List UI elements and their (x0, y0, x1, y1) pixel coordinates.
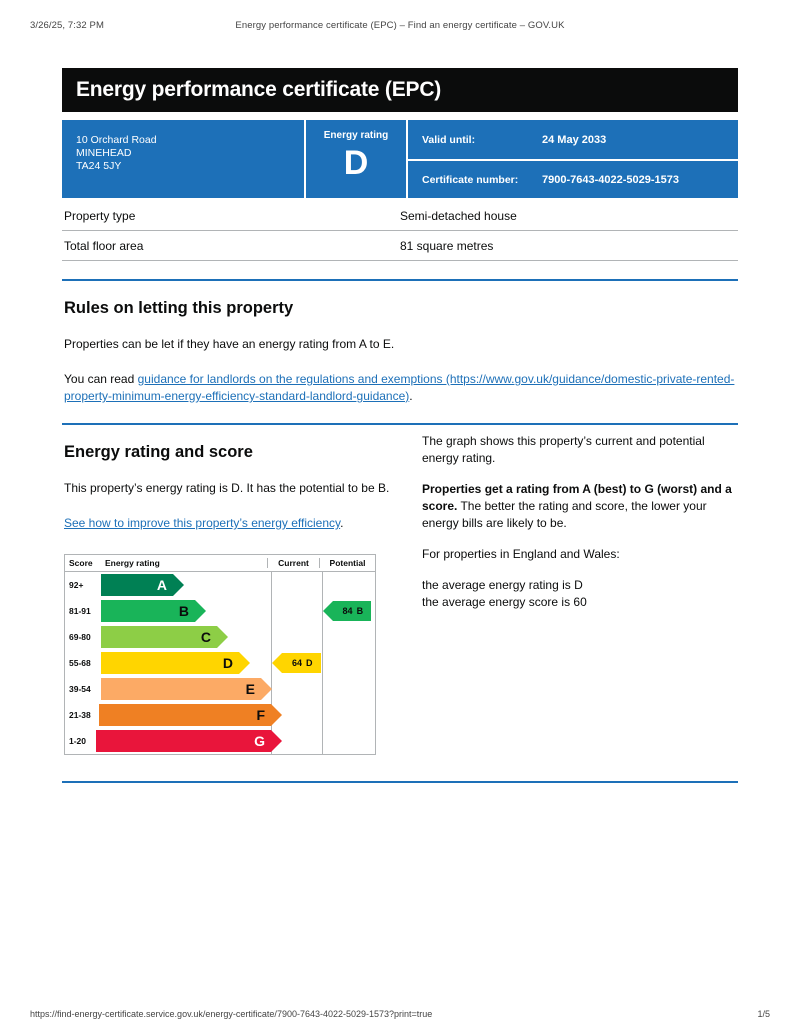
graph-col-energy-rating: Energy rating (105, 558, 160, 568)
band-letter: E (245, 681, 255, 697)
property-address (62, 120, 304, 198)
energy-rating-label: Energy rating (323, 130, 389, 141)
band-score-range: 1-20 (69, 736, 87, 746)
graph-band-row (65, 728, 271, 754)
band-letter: F (256, 707, 265, 723)
band-bar (96, 730, 271, 752)
graph-header-row (65, 555, 375, 572)
certificate-number-label: Certificate number: (422, 173, 519, 186)
guidance-suffix: . (409, 389, 413, 403)
improve-efficiency-link[interactable]: See how to improve this property’s energy efficiency (64, 516, 341, 530)
graph-band-row (65, 624, 271, 650)
band-letter: A (156, 577, 167, 593)
letting-heading: Rules on letting this property (64, 299, 294, 317)
rating-explanation (422, 481, 738, 532)
graph-body (65, 572, 375, 754)
page-title: Energy performance certificate (EPC) (76, 78, 442, 101)
certificate-number-value: 7900-7643-4022-5029-1573 (542, 173, 680, 186)
average-rating-line: the average energy rating is D (422, 578, 583, 592)
energy-rating-letter: D (343, 144, 369, 182)
current-rating-marker-letter: D (306, 658, 313, 668)
current-rating-marker-score: 64 (292, 658, 303, 668)
graph-band-row (65, 598, 271, 624)
print-document-title: Energy performance certificate (EPC) – Find an energy certificate – GOV.UK (235, 20, 565, 31)
band-letter: C (200, 629, 211, 645)
region-line: For properties in England and Wales: (422, 547, 620, 561)
graph-intro-text: The graph shows this property’s current and potential energy rating. (422, 434, 705, 465)
energy-rating-right-column (422, 425, 738, 755)
potential-rating-marker-score: 84 (342, 606, 353, 616)
band-bar (101, 652, 239, 674)
energy-rating-badge (304, 120, 408, 198)
average-score-line: the average energy score is 60 (422, 595, 587, 609)
improve-suffix: . (340, 516, 344, 530)
epc-rating-graph (64, 554, 376, 755)
section-divider (62, 781, 738, 783)
graph-col-potential: Potential (319, 558, 375, 568)
graph-band-row (65, 650, 271, 676)
guidance-prefix: You can read (64, 372, 138, 386)
address-line-3: TA24 5JY (76, 160, 122, 172)
band-bar (99, 704, 271, 726)
energy-heading: Energy rating and score (64, 443, 253, 461)
energy-summary-text: This property’s energy rating is D. It has the potential to be B. (64, 481, 390, 495)
section-divider (62, 279, 738, 281)
address-line-1: 10 Orchard Road (76, 134, 157, 146)
landlord-guidance-link[interactable]: guidance for landlords on the regulations and exemptions (https://www.gov.uk/guidance/domestic-private-rented-property-minimum-energy-efficiency-standard-landlord-guidance) (64, 372, 735, 403)
band-letter: G (254, 733, 265, 749)
graph-band-row (65, 702, 271, 728)
graph-band-row (65, 676, 271, 702)
improve-efficiency-paragraph (64, 515, 422, 532)
valid-until-label: Valid until: (422, 133, 476, 146)
fact-row (62, 231, 738, 261)
band-score-range: 21-38 (69, 710, 91, 720)
valid-until-row (408, 120, 738, 159)
band-bar (101, 574, 173, 596)
band-score-range: 92+ (69, 580, 84, 590)
band-bar (101, 600, 195, 622)
graph-band-row (65, 572, 271, 598)
fact-row (62, 200, 738, 231)
letting-paragraph: Properties can be let if they have an energy rating from A to E. (64, 337, 395, 351)
band-score-range: 81-91 (69, 606, 91, 616)
energy-rating-section (62, 425, 738, 755)
band-bar (101, 678, 261, 700)
current-rating-marker (282, 653, 321, 673)
valid-until-value: 24 May 2033 (542, 133, 607, 146)
certificate-page (62, 68, 738, 783)
band-letter: D (222, 655, 233, 671)
graph-col-current: Current (267, 558, 319, 568)
fact-value: 81 square metres (400, 239, 494, 253)
band-score-range: 39-54 (69, 684, 91, 694)
rating-explanation-rest: The better the rating and score, the lower your energy bills are likely to be. (422, 499, 707, 530)
graph-col-score: Score (69, 558, 93, 568)
letting-guidance-paragraph (64, 371, 738, 405)
fact-key: Property type (64, 209, 136, 223)
potential-rating-marker-letter: B (356, 606, 364, 616)
band-score-range: 55-68 (69, 658, 91, 668)
fact-key: Total floor area (64, 239, 144, 253)
band-letter: B (178, 603, 189, 619)
graph-potential-column (323, 572, 375, 754)
address-line-2: MINEHEAD (76, 147, 132, 159)
rating-explanation-bold: Properties get a rating from A (best) to G (worst) and a score. (422, 482, 732, 513)
print-page-number: 1/5 (757, 1009, 770, 1019)
print-timestamp: 3/26/25, 7:32 PM (30, 20, 104, 31)
potential-rating-marker (333, 601, 372, 621)
property-facts (62, 200, 738, 261)
certificate-title-band (62, 68, 738, 112)
certificate-meta (408, 120, 738, 198)
band-bar (101, 626, 217, 648)
print-url: https://find-energy-certificate.service.gov.uk/energy-certificate/7900-7643-4022-5029-1573?print=true (30, 1009, 433, 1019)
certificate-summary (62, 120, 738, 198)
certificate-number-row (408, 159, 738, 198)
graph-bands (65, 572, 272, 754)
band-score-range: 69-80 (69, 632, 91, 642)
energy-rating-left-column (62, 425, 422, 755)
fact-value: Semi-detached house (400, 209, 517, 223)
graph-current-column (272, 572, 323, 754)
